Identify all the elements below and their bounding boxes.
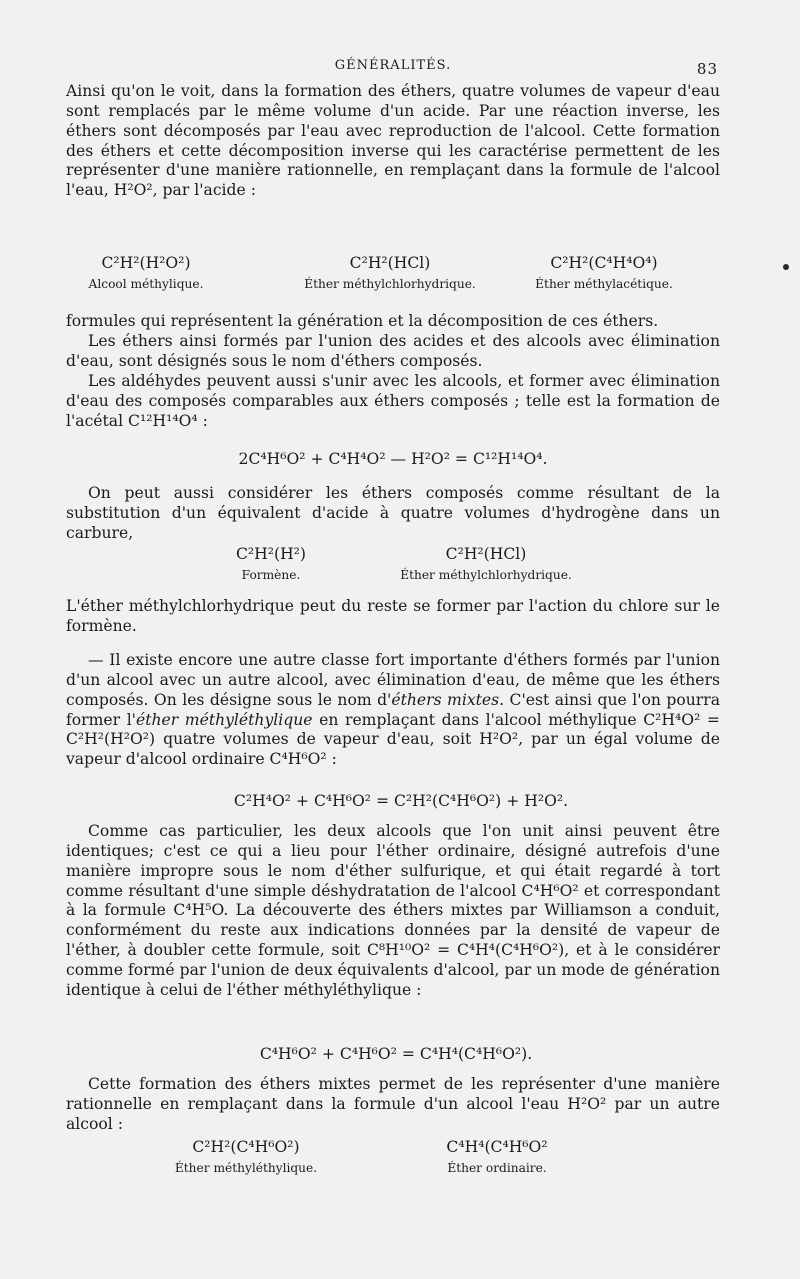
term-methylethyl-ether: éther méthyléthylique [135, 710, 313, 729]
formula-methylchlorhydric-ether-2: C²H²(HCl) [445, 545, 527, 563]
paragraph-mixed-representation: Cette formation des éthers mixtes permet de les représenter d'une manière rationnelle en remplaçant dans la formule d'un alcool l'eau H²O² par un autre alcool : [66, 1075, 720, 1133]
paragraph-chlorine: L'éther méthylchlorhydrique peut du reste se former par l'action du chlore sur le formène. [66, 597, 720, 635]
paragraph-substitution: On peut aussi considérer les éthers composés comme résultant de la substitution d'un équivalent d'acide à quatre volumes d'hydrogène dans un carbure, [66, 484, 720, 542]
formula-ordinary-ether: C⁴H⁶O² + C⁴H⁶O² = C⁴H⁴(C⁴H⁶O²). [259, 1045, 533, 1063]
paragraph-aldehydes: Les aldéhydes peuvent aussi s'unir avec les alcools, et former avec élimination d'eau des composés comparables aux éthers composés ; telle est la formation de l'acétal C¹²H¹⁴O⁴ : [66, 372, 720, 430]
formula-methylacetic-ether: C²H²(C⁴H⁴O⁴) [550, 254, 658, 272]
caption-methylchlorhydric-ether-2: Éther méthylchlorhydrique. [400, 568, 572, 582]
mixed-ethers-text-1: — Il existe encore une autre classe fort importante d'éthers formés par l'union d'un alcool avec un autre alcool, avec élimination d'eau, de même que les éthers composés. On les désigne sous le nom d' [66, 651, 720, 709]
caption-methylchlorhydric-ether: Éther méthylchlorhydrique. [304, 277, 476, 291]
paragraph-ethers-formation: Ainsi qu'on le voit, dans la formation des éthers, quatre volumes de vapeur d'eau sont remplacés par le même volume d'un acide. Par une réaction inverse, les éthers sont décomposés par l'eau avec reproduction de l'alcool. Cette formation des éthers et cette décomposition inverse qui les caractérise permettent de les représenter d'une manière rationnelle, en remplaçant dans la formule de l'alcool l'eau, H²O², par l'acide : [66, 82, 720, 200]
formula-formene: C²H²(H²) [235, 545, 307, 563]
paragraph-mixed-ethers [66, 651, 720, 770]
paragraph-ordinary-ether: Comme cas particulier, les deux alcools que l'on unit ainsi peuvent être identiques; c'est ce qui a lieu pour l'éther ordinaire, désigné autrefois d'une manière impropre sous le nom d'éther sulfurique, et qui était regardé à tort comme résultant d'une simple déshydratation de l'alcool C⁴H⁶O² et correspondant à la formule C⁴H⁵O. La découverte des éthers mixtes par Williamson a conduit, conformément du reste aux indications données par la densité de vapeur de l'éther, à doubler cette formule, soit C⁸H¹⁰O² = C⁴H⁴(C⁴H⁶O²), et à le considérer comme formé par l'union de deux équivalents d'alcool, par un mode de génération identique à celui de l'éther méthyléthylique : [66, 822, 720, 999]
formula-methylethyl-ether: C²H⁴O² + C⁴H⁶O² = C²H²(C⁴H⁶O²) + H²O². [233, 792, 569, 810]
running-title: GÉNÉRALITÉS. [334, 58, 452, 73]
margin-dot [783, 264, 789, 270]
caption-methylethyl-ether: Éther méthyléthylique. [174, 1161, 318, 1175]
formula-ordinary-rational: C⁴H⁴(C⁴H⁶O² [446, 1138, 548, 1156]
formula-methylchlorhydric-ether: C²H²(HCl) [349, 254, 431, 272]
caption-methyl-alcohol: Alcool méthylique. [88, 277, 204, 291]
caption-ordinary-ether: Éther ordinaire. [447, 1161, 547, 1175]
running-header [66, 54, 720, 76]
formula-methylethyl-rational: C²H²(C⁴H⁶O²) [192, 1138, 300, 1156]
paragraph-compound-ethers: Les éthers ainsi formés par l'union des acides et des alcools avec élimination d'eau, sont désignés sous le nom d'éthers composés. [66, 332, 720, 370]
mixed-ethers-text-2: . C'est ainsi que l'on pourra former l' [66, 690, 721, 729]
page-number: 83 [696, 60, 718, 78]
caption-formene: Formène. [241, 568, 301, 582]
paragraph-generation: formules qui représentent la génération et la décomposition de ces éthers. [66, 312, 659, 330]
caption-methylacetic-ether: Éther méthylacétique. [535, 277, 673, 291]
formula-methyl-alcohol: C²H²(H²O²) [101, 254, 191, 272]
formula-acetal: 2C⁴H⁶O² + C⁴H⁴O² — H²O² = C¹²H¹⁴O⁴. [238, 450, 548, 468]
mixed-ethers-text-3: en remplaçant dans l'alcool méthylique C²H⁴O² = C²H²(H²O²) quatre volumes de vapeur d'eau, soit H²O², par un égal volume de vapeur d'alcool ordinaire C⁴H⁶O² : [66, 710, 720, 769]
term-mixed-ethers: éthers mixtes [391, 690, 500, 709]
